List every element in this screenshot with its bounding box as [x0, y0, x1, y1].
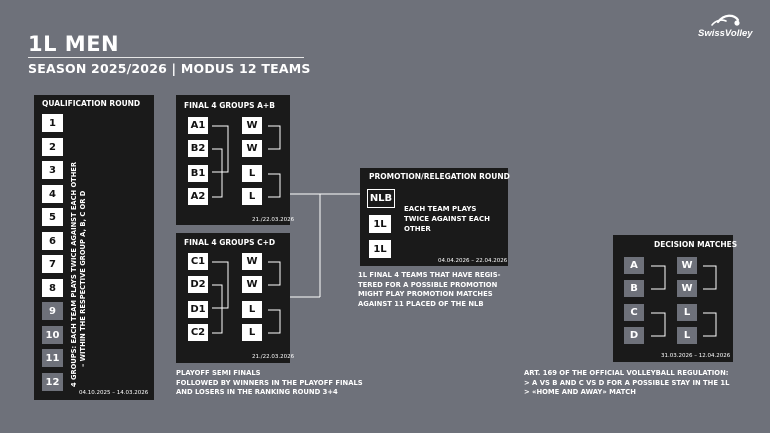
promotion-note-line: 1L FINAL 4 TEAMS THAT HAVE REGIS-	[358, 271, 501, 279]
rank-box: 5	[42, 208, 63, 226]
qualification-description-line: – WITHIN THE RESPECTIVE GROUP A, B, C OR D	[79, 190, 87, 367]
final-cd-panel	[176, 233, 295, 363]
decision-dates: 31.03.2026 – 12.04.2026	[661, 353, 731, 359]
decision-note	[524, 369, 729, 398]
qualification-description-line: 4 GROUPS: EACH TEAM PLAYS TWICE AGAINST EACH OTHER	[70, 161, 78, 387]
seed-box: B1	[188, 165, 208, 182]
result-box: L	[677, 327, 697, 344]
seed-box: D1	[188, 301, 208, 318]
rank-box-relegation: 12	[42, 373, 63, 391]
promotion-note-line: MIGHT PLAY PROMOTION MATCHES	[358, 290, 493, 298]
rank-box: 2	[42, 138, 63, 156]
final-ab-title: FINAL 4 GROUPS A+B	[184, 101, 275, 110]
promotion-text	[404, 204, 490, 234]
rank-box-relegation: 9	[42, 302, 63, 320]
result-box: W	[677, 280, 697, 297]
seed-box: B2	[188, 140, 208, 157]
team-box: C	[624, 304, 644, 321]
seed-box: A2	[188, 188, 208, 205]
final-cd-title: FINAL 4 GROUPS C+D	[184, 238, 276, 247]
seed-box: C2	[188, 324, 208, 341]
qualification-description	[70, 162, 88, 387]
rank-box-relegation: 11	[42, 349, 63, 367]
promotion-text-line: TWICE AGAINST EACH	[404, 215, 490, 223]
result-box: W	[242, 276, 262, 293]
team-box: A	[624, 257, 644, 274]
rank-box: 6	[42, 232, 63, 250]
playoff-note	[176, 369, 363, 398]
result-box: W	[242, 140, 262, 157]
team-box-1l: 1L	[369, 240, 391, 258]
rank-box: 3	[42, 161, 63, 179]
playoff-note-line: FOLLOWED BY WINNERS IN THE PLAYOFF FINALS	[176, 378, 363, 387]
rank-box: 7	[42, 255, 63, 273]
result-box: W	[242, 117, 262, 134]
rank-box: 1	[42, 114, 63, 132]
result-box: W	[242, 253, 262, 270]
qualification-dates: 04.10.2025 – 14.03.2026	[79, 390, 149, 396]
result-box: L	[677, 304, 697, 321]
team-box-1l: 1L	[369, 215, 391, 233]
final-ab-dates: 21./22.03.2026	[252, 217, 295, 223]
result-box: L	[242, 188, 262, 205]
rank-box: 8	[42, 279, 63, 297]
rank-box: 4	[42, 185, 63, 203]
final-ab-brackets	[176, 95, 290, 225]
playoff-note-line: PLAYOFF SEMI FINALS	[176, 369, 261, 377]
seed-box: D2	[188, 276, 208, 293]
result-box: L	[242, 165, 262, 182]
page-title: 1L MEN	[28, 32, 120, 56]
decision-title: DECISION MATCHES	[654, 240, 738, 249]
result-box: L	[242, 301, 262, 318]
decision-note-line: > «HOME AND AWAY» MATCH	[524, 388, 636, 396]
promotion-note	[358, 271, 500, 309]
decision-brackets	[613, 235, 733, 362]
promotion-note-line: AGAINST 11 PLACED OF THE NLB	[358, 299, 484, 308]
decision-matches-panel	[613, 235, 738, 362]
team-box-nlb: NLB	[367, 189, 395, 208]
promotion-note-line: TERED FOR A POSSIBLE PROMOTION	[358, 280, 498, 289]
seed-box: C1	[188, 253, 208, 270]
final-ab-panel	[176, 95, 295, 225]
team-box: D	[624, 327, 644, 344]
qualification-round-title: QUALIFICATION ROUND	[42, 99, 141, 108]
result-box: W	[677, 257, 697, 274]
page-subtitle: SEASON 2025/2026 | MODUS 12 TEAMS	[28, 61, 311, 76]
final-cd-dates: 21./22.03.2026	[252, 354, 295, 360]
logo-text: SwissVolley	[698, 28, 753, 39]
playoff-note-line: AND LOSERS IN THE RANKING ROUND 3+4	[176, 388, 338, 396]
qualification-round-panel	[34, 95, 154, 400]
decision-note-line: > A VS B AND C VS D FOR A POSSIBLE STAY IN THE 1L	[524, 378, 730, 387]
promotion-dates: 04.04.2026 – 22.04.2026	[438, 258, 508, 264]
promotion-relegation-panel	[360, 168, 508, 266]
promotion-text-line: OTHER	[404, 225, 431, 233]
decision-note-line: ART. 169 OF THE OFFICIAL VOLLEYBALL REGULATION:	[524, 369, 729, 377]
result-box: L	[242, 324, 262, 341]
promotion-title: PROMOTION/RELEGATION ROUND	[369, 172, 510, 181]
team-box: B	[624, 280, 644, 297]
promotion-text-line: EACH TEAM PLAYS	[404, 205, 477, 213]
seed-box: A1	[188, 117, 208, 134]
rank-box-relegation: 10	[42, 326, 63, 344]
final-cd-brackets	[176, 233, 290, 363]
